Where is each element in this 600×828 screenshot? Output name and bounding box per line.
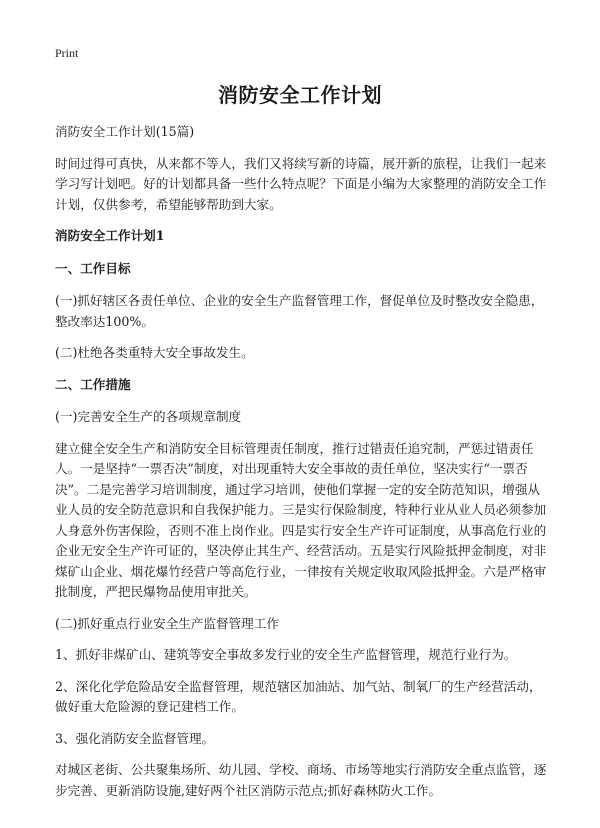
section-heading: 消防安全工作计划1 (55, 228, 165, 243)
body-paragraph: 建立健全安全生产和消防安全目标管理责任制度，推行过错责任追究制，严惩过错责任人。一是坚持“一票否决”制度，对出现重特大安全事故的责任单位，坚决实行“一票否决”。二是完善学习培训制度，通过学习培训，使他们掌握一定的安全防范知识，增强从业人员的安全防范意识和自我保护能力。三是实行保险制度，特种行业从业人员必须参加人身意外伤害保险，否则不准上岗作业。四是实行安全生产许可证制度，从事高危行业的企业无安全生产许可证的，坚决停止其生产、经营活动。五是实行风险抵押金制度，对非煤矿山企业、烟花爆竹经营户等高危行业，一律按有关规定收取风险抵押金。六是严格审批制度，严把民爆物品使用审批关。 (55, 440, 547, 599)
body-paragraph: 1、抓好非煤矿山、建筑等安全事故多发行业的安全生产监督管理，规范行业行为。 (55, 647, 517, 662)
subtitle: 消防安全工作计划(15篇) (55, 124, 195, 139)
body-paragraph: (二)抓好重点行业安全生产监督管理工作 (55, 615, 279, 631)
body-paragraph: (二)杜绝各类重特大安全事故发生。 (55, 345, 254, 360)
body-paragraph: 3、强化消防安全监督管理。 (55, 730, 215, 746)
section-heading: 二、工作措施 (55, 376, 131, 392)
document-body (55, 122, 547, 812)
body-paragraph: (一)抓好辖区各责任单位、企业的安全生产监督管理工作，督促单位及时整改安全隐患，整改率达100%。 (55, 293, 544, 329)
section-heading: 一、工作目标 (55, 260, 131, 276)
body-paragraph: 2、深化化学危险品安全监督管理，规范辖区加油站、加气站、制氧厂的生产经营活动，做好重大危险源的登记建档工作。 (55, 678, 542, 714)
body-paragraph: 对城区老街、公共聚集场所、幼儿园、学校、商场、市场等地实行消防安全重点监管，逐步完善、更新消防设施,建好两个社区消防示范点;抓好森林防火工作。 (55, 762, 547, 798)
print-label: Print (55, 46, 79, 60)
body-paragraph: (一)完善安全生产的各项规章制度 (55, 409, 242, 424)
document-title: 消防安全工作计划 (218, 83, 382, 107)
intro-paragraph: 时间过得可真快，从来都不等人，我们又将续写新的诗篇，展开新的旅程，让我们一起来学习写计划吧。好的计划都具备一些什么特点呢？下面是小编为大家整理的消防安全工作计划，仅供参考，希望能够帮助到大家。 (55, 155, 547, 212)
